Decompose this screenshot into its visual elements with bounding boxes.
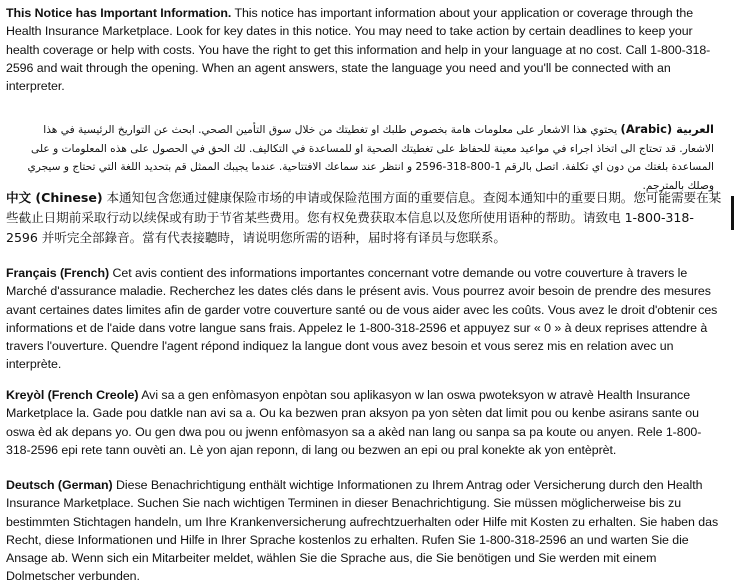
french-body: Cet avis contient des informations importantes concernant votre demande ou votre couverture à travers le Marché d'assurance maladie. Recherchez les dates clés dans le présent avis. Vous pourrez avoir besoin de prendre des mesures avant certaines dates limites afin de garder votre couverture santé ou de vous aider avec les coûts. Vous avez le droit d'obtenir ces informations et de l'aide dans votre langue sans frais. Appelez le 1-800-318-2596 et appuyez sur « 0 » à deux reprises attendre à travers l'ouverture. Quendre l'agent répond indiquez la langue dont vous avez besoin et vous serez mis en relation avec un interprète. [6, 266, 718, 372]
german-label: Deutsch (German) [6, 478, 113, 492]
arabic-notice-paragraph [6, 120, 724, 192]
creole-body: Avi sa a gen enfòmasyon enpòtan sou aplikasyon w lan oswa pwoteksyon w atravè Health Insurance Marketplace la. Gade pou datkle nan avi sa a. Ou ka bezwen pran aksyon pa yon sèten dat limit pou ou kenbe asirans sante ou oswa èd ak depans yo. Ou gen dwa pou ou jwenn enfòmasyon sa a akèd nan lang ou sanpa sa pa koute ou anyen. Rele 1-800-318-2596 epi rete tann ouvèti an. Lè yon ajan reponn, di lang ou bezwen an epi ou pral konekte ak yon entèprèt. [6, 388, 702, 457]
german-notice-paragraph [6, 474, 724, 584]
french-label: Français (French) [6, 266, 110, 280]
english-body: This notice has important information about your application or coverage through the Health Insurance Marketplace. Look for key dates in this notice. You may need to take action by certain deadlines to keep your health coverage or help with costs. You have the right to get this information and help in your language at no cost. Call 1-800-318-2596 and wait through the opening. When an agent answers, state the language you need and you'll be connected with an interpreter. [6, 6, 711, 94]
creole-notice-paragraph [6, 384, 724, 474]
chinese-label: 中文 (Chinese) [6, 190, 103, 205]
german-body: Diese Benachrichtigung enthält wichtige Informationen zu Ihrem Antrag oder Versicherung durch den Health Insurance Marketplace. Suchen Sie nach wichtigen Terminen in dieser Benachrichtigung. Sie müssen möglicherweise bis zu bestimmten Stichtagen handeln, um Ihre Krankenversicherung aufrechtzuerhalten oder Hilfe mit Kosten zu erhalten. Sie haben das Recht, diese Informationen und Hilfe in Ihrer Sprache kostenlos zu erhalten. Rufen Sie 1-800-318-2596 an und warten Sie die Ansage ab. Wenn sich ein Mitarbeiter meldet, wählen Sie die Sprache aus, die Sie benötigen und Sie werden mit einem Dolmetscher verbunden. [6, 478, 719, 584]
french-notice-paragraph [6, 258, 724, 384]
creole-label: Kreyòl (French Creole) [6, 388, 139, 402]
arabic-label: العربية (Arabic) [620, 122, 714, 136]
chinese-notice-paragraph [6, 186, 724, 258]
english-heading: This Notice has Important Information. [6, 6, 232, 20]
arabic-body: يحتوي هذا الاشعار على معلومات هامة بخصوص طلبك او تغطيتك من خلال سوق التأمين الصحي. ابحث عن التواريخ الرئيسية في هذا الاشعار. قد تحتاج الى اتخاذ اجراء في مواعيد معينة للحفاظ على تغطيتك الصحية او للمساعدة في التكاليف. لك الحق في الحصول على هذه المعلومات و على المساعدة بلغتك من دون اي تكلفة. اتصل بالرقم 1-800-318-2596 و انتظر عند سماعك الافتتاحية. عندما يجيبك الممثل قم بتحديد اللغة التي تحتاج و سيجري وصلك بالمترجم. [27, 124, 714, 192]
chinese-body: 本通知包含您通过健康保险市场的申请或保险范围方面的重要信息。查阅本通知中的重要日期。您可能需要在某些截止日期前采取行动以续保或有助于节省某些费用。您有权免费获取本信息以及您所使用语种的帮助。请致电 1-800-318-2596 并听完全部錄音。當有代表接聽時，请说明您所需的语种，届时将有译员与您联系。 [6, 190, 722, 246]
english-notice-paragraph [6, 4, 724, 120]
